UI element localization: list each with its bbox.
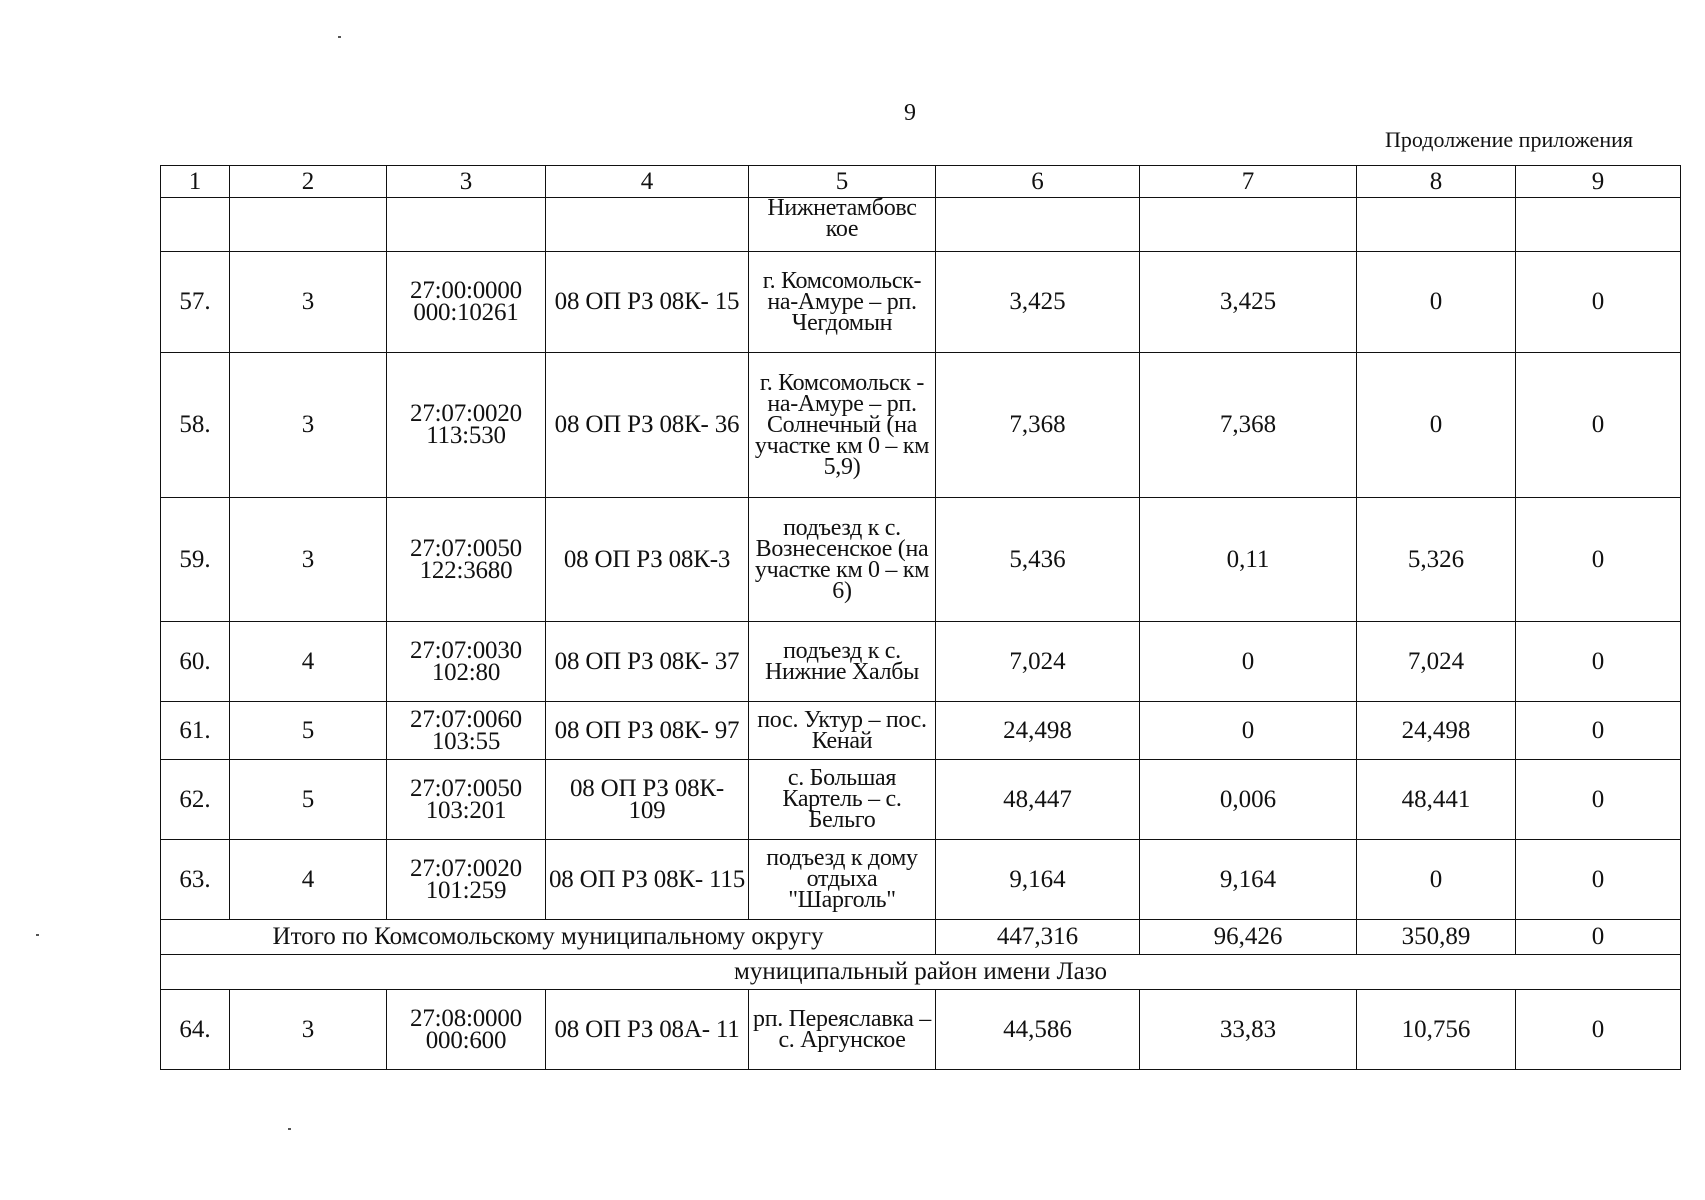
road-id: 08 ОП РЗ 08К- 97 [546,702,749,760]
continuation-note: Продолжение приложения [1385,127,1633,152]
column-8-value: 7,024 [1357,622,1516,702]
row-number: 61. [161,702,230,760]
column-8-value: 0 [1357,840,1516,920]
column-9-value: 0 [1516,840,1681,920]
carryover-row [161,198,1681,252]
subtotal-column-9: 0 [1516,920,1681,955]
column-8-value: 0 [1357,353,1516,498]
road-category: 3 [230,353,387,498]
cadastral-number: 27:00:0000 000:10261 [387,252,546,353]
road-name: подъезд к дому отдыха "Шарголь" [749,840,936,920]
row-number: 62. [161,760,230,840]
column-number: 3 [387,166,546,198]
table-cell [546,198,749,252]
cadastral-number: 27:07:0060 103:55 [387,702,546,760]
table-row [161,622,1681,702]
table-cell [387,198,546,252]
table-cell [230,198,387,252]
road-id: 08 ОП РЗ 08К-3 [546,498,749,622]
road-category: 3 [230,498,387,622]
column-number: 4 [546,166,749,198]
table-row [161,353,1681,498]
scan-speck [288,1128,291,1130]
road-id: 08 ОП РЗ 08К- 15 [546,252,749,353]
total-length: 9,164 [936,840,1140,920]
table-row [161,840,1681,920]
column-number: 6 [936,166,1140,198]
row-number: 63. [161,840,230,920]
column-number: 2 [230,166,387,198]
table-cell [1516,198,1681,252]
column-8-value: 0 [1357,252,1516,353]
road-id: 08 ОП РЗ 08К- 115 [546,840,749,920]
table-row [161,760,1681,840]
row-number: 60. [161,622,230,702]
column-9-value: 0 [1516,702,1681,760]
subtotal-row [161,920,1681,955]
column-8-value: 48,441 [1357,760,1516,840]
road-category: 5 [230,760,387,840]
column-8-value: 5,326 [1357,498,1516,622]
column-8-value: 10,756 [1357,990,1516,1070]
table-row [161,702,1681,760]
column-9-value: 0 [1516,353,1681,498]
total-length: 5,436 [936,498,1140,622]
total-length: 7,368 [936,353,1140,498]
total-length: 7,024 [936,622,1140,702]
column-7-value: 0,11 [1140,498,1357,622]
column-7-value: 0 [1140,622,1357,702]
column-number: 7 [1140,166,1357,198]
table-row [161,990,1681,1070]
road-name: рп. Переяславка – с. Аргунское [749,990,936,1070]
subtotal-column-7: 96,426 [1140,920,1357,955]
section-header-row [161,955,1681,990]
column-number: 1 [161,166,230,198]
road-name-cell: Нижнетамбовс кое [749,198,936,252]
page-number: 9 [904,100,916,126]
row-number: 57. [161,252,230,353]
column-7-value: 0 [1140,702,1357,760]
column-7-value: 33,83 [1140,990,1357,1070]
column-9-value: 0 [1516,252,1681,353]
road-name: подъезд к с. Нижние Халбы [749,622,936,702]
scan-speck [36,934,39,936]
road-name: г. Комсомольск- на-Амуре – рп. Чегдомын [749,252,936,353]
road-name: подъезд к с. Вознесенское (на участке км 0 – км 6) [749,498,936,622]
column-9-value: 0 [1516,498,1681,622]
road-category: 3 [230,252,387,353]
subtotal-label: Итого по Комсомольскому муниципальному округу [161,920,936,955]
road-name: пос. Уктур – пос. Кенай [749,702,936,760]
column-7-value: 0,006 [1140,760,1357,840]
table-cell [936,198,1140,252]
road-category: 4 [230,840,387,920]
cadastral-number: 27:07:0050 122:3680 [387,498,546,622]
road-name: г. Комсомольск - на-Амуре – рп. Солнечный (на участке км 0 – км 5,9) [749,353,936,498]
column-9-value: 0 [1516,990,1681,1070]
road-id: 08 ОП РЗ 08К- 37 [546,622,749,702]
row-number: 64. [161,990,230,1070]
road-id: 08 ОП РЗ 08К- 109 [546,760,749,840]
table-row [161,252,1681,353]
scan-speck [338,36,341,38]
road-id: 08 ОП РЗ 08К- 36 [546,353,749,498]
table-row [161,498,1681,622]
subtotal-total: 447,316 [936,920,1140,955]
total-length: 3,425 [936,252,1140,353]
road-category: 3 [230,990,387,1070]
column-number: 9 [1516,166,1681,198]
column-number: 8 [1357,166,1516,198]
table-cell [161,198,230,252]
total-length: 44,586 [936,990,1140,1070]
row-number: 59. [161,498,230,622]
column-7-value: 7,368 [1140,353,1357,498]
cadastral-number: 27:07:0020 101:259 [387,840,546,920]
road-name: с. Большая Картель – с. Бельго [749,760,936,840]
table-cell [1357,198,1516,252]
column-7-value: 3,425 [1140,252,1357,353]
table-cell [1140,198,1357,252]
total-length: 24,498 [936,702,1140,760]
column-9-value: 0 [1516,622,1681,702]
section-title: муниципальный район имени Лазо [161,955,1681,990]
subtotal-column-8: 350,89 [1357,920,1516,955]
cadastral-number: 27:07:0030 102:80 [387,622,546,702]
roads-table [160,165,1681,1070]
total-length: 48,447 [936,760,1140,840]
column-number-row [161,166,1681,198]
cadastral-number: 27:07:0050 103:201 [387,760,546,840]
cadastral-number: 27:08:0000 000:600 [387,990,546,1070]
column-9-value: 0 [1516,760,1681,840]
column-8-value: 24,498 [1357,702,1516,760]
cadastral-number: 27:07:0020 113:530 [387,353,546,498]
road-id: 08 ОП РЗ 08А- 11 [546,990,749,1070]
column-number: 5 [749,166,936,198]
road-category: 5 [230,702,387,760]
column-7-value: 9,164 [1140,840,1357,920]
road-category: 4 [230,622,387,702]
row-number: 58. [161,353,230,498]
